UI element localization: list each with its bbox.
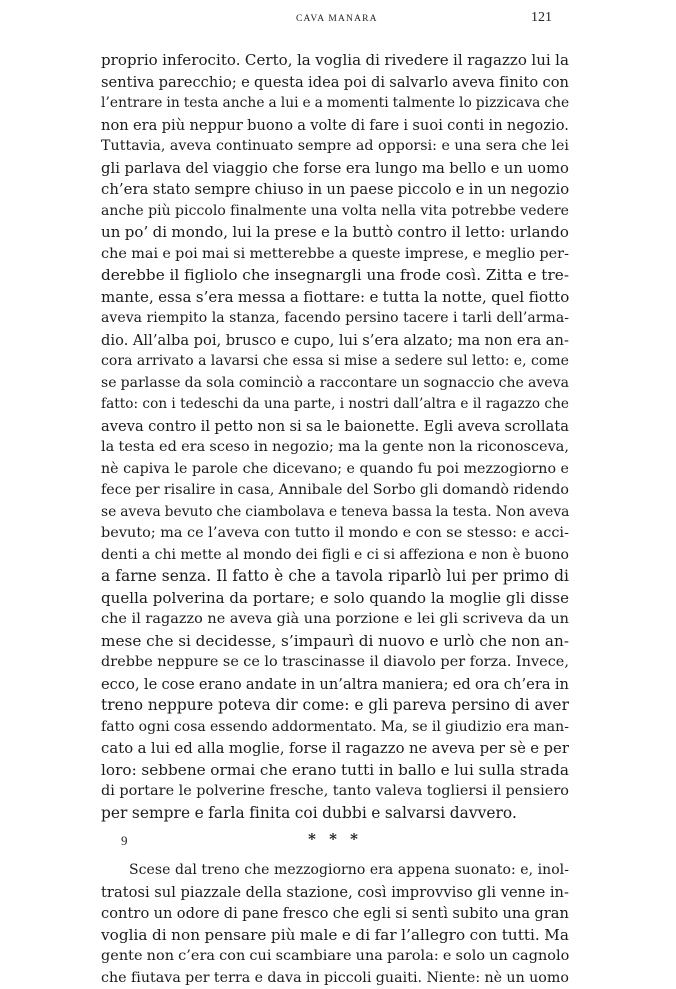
text-line: non era più neppur buono a volte di fare i suoi conti in negozio. [101, 115, 569, 137]
body-text [101, 50, 569, 989]
text-line: derebbe il figliolo che insegnargli una frode così. Zitta e tre- [101, 265, 569, 287]
text-line: loro: sebbene ormai che erano tutti in ballo e lui sulla strada [101, 760, 569, 782]
text-line: fece per risalire in casa, Annibale del Sorbo gli domandò ridendo [101, 480, 569, 502]
text-line: che mai e poi mai si metterebbe a queste imprese, e meglio per- [101, 244, 569, 266]
text-line: a farne senza. Il fatto è che a tavola riparlò lui per primo di [101, 566, 569, 588]
text-line: proprio inferocito. Certo, la voglia di rivedere il ragazzo lui la [101, 50, 569, 72]
text-line: Tuttavia, aveva continuato sempre ad opporsi: e una sera che lei [101, 136, 569, 158]
text-line: Scese dal treno che mezzogiorno era appena suonato: e, inol- [101, 860, 569, 882]
text-line: denti a chi mette al mondo dei figli e ci si affeziona e non è buono [101, 545, 569, 567]
paragraph-1 [101, 50, 569, 824]
text-line: la testa ed era sceso in negozio; ma la gente non la riconosceva, [101, 437, 569, 459]
text-line: contro un odore di pane fresco che egli si sentì subito una gran [101, 903, 569, 925]
text-line: treno neppure poteva dir come: e gli pareva persino di aver [101, 695, 569, 717]
text-line: un po’ di mondo, lui la prese e la buttò contro il letto: urlando [101, 222, 569, 244]
text-line: ch’era stato sempre chiuso in un paese piccolo e in un negozio [101, 179, 569, 201]
text-line: drebbe neppure se ce lo trascinasse il diavolo per forza. Invece, [101, 652, 569, 674]
text-line: nè capiva le parole che dicevano; e quando fu poi mezzogiorno e [101, 459, 569, 481]
text-line: gente non c’era con cui scambiare una parola: e solo un cagnolo [101, 946, 569, 968]
text-line: se parlasse da sola cominciò a raccontare un sognaccio che aveva [101, 373, 569, 395]
page-number: 121 [531, 10, 552, 26]
text-line: voglia di non pensare più male e di far l’allegro con tutti. Ma [101, 925, 569, 947]
signature-mark: 9 [121, 833, 128, 849]
text-line: anche più piccolo finalmente una volta nella vita potrebbe vedere [101, 201, 569, 223]
text-line: aveva riempito la stanza, facendo persino tacere i tarli dell’arma- [101, 308, 569, 330]
text-line: cora arrivato a lavarsi che essa si mise a sedere sul letto: e, come [101, 351, 569, 373]
text-line: tratosi sul piazzale della stazione, così improvviso gli venne in- [101, 882, 569, 904]
text-line: fatto ogni cosa essendo addormentato. Ma, se il giudizio era man- [101, 717, 569, 739]
text-line: bevuto; ma ce l’aveva con tutto il mondo e con se stesso: e acci- [101, 523, 569, 545]
text-line: aveva contro il petto non si sa le baionette. Egli aveva scrollata [101, 416, 569, 438]
text-line: l’entrare in testa anche a lui e a momenti talmente lo pizzicava che [101, 93, 569, 115]
text-line: per sempre e farla finita coi dubbi e salvarsi davvero. [101, 803, 569, 825]
running-title: CAVA MANARA [296, 14, 378, 24]
text-line: mese che si decidesse, s’impaurì di nuovo e urlò che non an- [101, 631, 569, 653]
text-line: cato a lui ed alla moglie, forse il ragazzo ne aveva per sè e per [101, 738, 569, 760]
text-line: fatto: con i tedeschi da una parte, i nostri dall’altra e il ragazzo che [101, 394, 569, 416]
paragraph-2 [101, 860, 569, 989]
text-line: se aveva bevuto che ciambolava e teneva bassa la testa. Non aveva [101, 502, 569, 524]
text-line: ecco, le cose erano andate in un’altra maniera; ed ora ch’era in [101, 674, 569, 696]
text-line: dio. All’alba poi, brusco e cupo, lui s’era alzato; ma non era an- [101, 330, 569, 352]
text-line: sentiva parecchio; e questa idea poi di salvarlo aveva finito con [101, 72, 569, 94]
text-line: mante, essa s’era messa a fiottare: e tutta la notte, quel fiotto [101, 287, 569, 309]
section-separator: * * * [101, 828, 569, 852]
text-line: che fiutava per terra e dava in piccoli guaiti. Niente: nè un uomo [101, 968, 569, 989]
text-line: gli parlava del viaggio che forse era lungo ma bello e un uomo [101, 158, 569, 180]
text-line: che il ragazzo ne aveva già una porzione e lei gli scriveva da un [101, 609, 569, 631]
text-line: quella polverina da portare; e solo quando la moglie gli disse [101, 588, 569, 610]
text-line: di portare le polverine fresche, tanto valeva togliersi il pensiero [101, 781, 569, 803]
